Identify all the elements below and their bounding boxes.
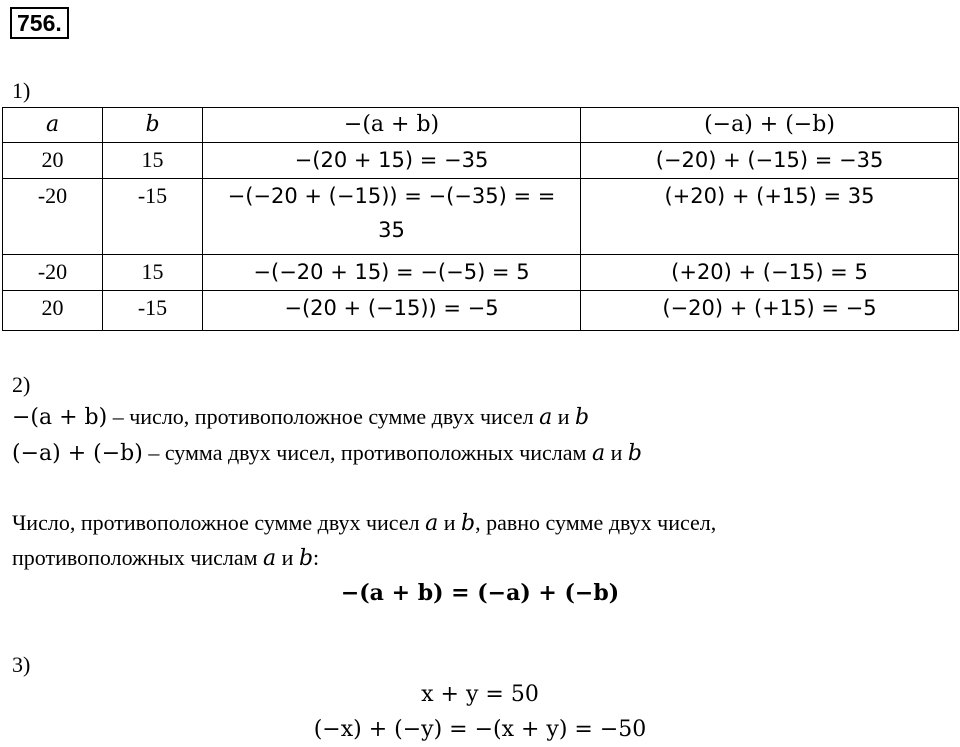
problem-number: 756. — [10, 7, 69, 39]
var-b: b — [627, 441, 642, 466]
rule-line-1 — [12, 510, 716, 536]
cell-sum-neg: (+20) + (−15) = 5 — [581, 255, 959, 291]
rule-line-2 — [12, 545, 319, 571]
text: , равно сумме двух чисел, — [475, 510, 717, 535]
header-neg-sum: −(a + b) — [203, 108, 581, 143]
text: – сумма двух чисел, противоположных числам — [142, 440, 592, 465]
cell-b: 15 — [103, 255, 203, 291]
cell-b: -15 — [103, 291, 203, 331]
var-b: b — [461, 511, 476, 536]
cell-neg-sum: −(20 + (−15)) = −5 — [203, 291, 581, 331]
header-a: a — [3, 108, 103, 143]
table-row — [3, 255, 959, 291]
text: и — [276, 545, 299, 570]
cell-a: 20 — [3, 143, 103, 179]
cell-a: -20 — [3, 255, 103, 291]
part-3-label: 3) — [12, 652, 31, 677]
text: – число, противоположное сумме двух чисел — [107, 404, 540, 429]
expression: −(a + b) — [12, 405, 108, 430]
header-sum-neg: (−a) + (−b) — [581, 108, 959, 143]
cell-neg-sum: −(−20 + (−15)) = −(−35) = = 35 — [203, 179, 581, 255]
cell-b: 15 — [103, 143, 203, 179]
cell-neg-sum: −(20 + 15) = −35 — [203, 143, 581, 179]
text: : — [313, 545, 320, 570]
table-row — [3, 291, 959, 331]
var-b: b — [574, 405, 590, 430]
text: и — [552, 404, 575, 429]
table-header-row — [3, 108, 959, 143]
equation-2: (−x) + (−y) = −(x + y) = −50 — [313, 717, 647, 742]
definition-line-1 — [12, 404, 589, 430]
cell-sum-neg: (−20) + (+15) = −5 — [581, 291, 959, 331]
cell-sum-neg: (−20) + (−15) = −35 — [581, 143, 959, 179]
cell-b: -15 — [103, 179, 203, 255]
text: и — [605, 440, 628, 465]
equation-1: x + y = 50 — [421, 682, 539, 707]
part-2-label: 2) — [12, 372, 31, 397]
expression: (−a) + (−b) — [12, 441, 143, 466]
text: и — [438, 510, 461, 535]
var-a: a — [263, 546, 277, 571]
cell-neg-sum: −(−20 + 15) = −(−5) = 5 — [203, 255, 581, 291]
table-row — [3, 179, 959, 255]
text: противоположных числам — [12, 545, 264, 570]
header-b: b — [103, 108, 203, 143]
table-row — [3, 143, 959, 179]
cell-sum-neg: (+20) + (+15) = 35 — [581, 179, 959, 255]
text: Число, противоположное сумме двух чисел — [12, 510, 426, 535]
var-a: a — [591, 441, 606, 466]
cell-a: 20 — [3, 291, 103, 331]
cell-a: -20 — [3, 179, 103, 255]
rule-formula: −(a + b) = (−a) + (−b) — [340, 580, 620, 606]
var-b: b — [298, 546, 314, 571]
var-a: a — [539, 405, 553, 430]
definition-line-2 — [12, 440, 642, 466]
values-table — [2, 107, 959, 331]
part-1-label: 1) — [12, 78, 31, 103]
var-a: a — [425, 511, 439, 536]
